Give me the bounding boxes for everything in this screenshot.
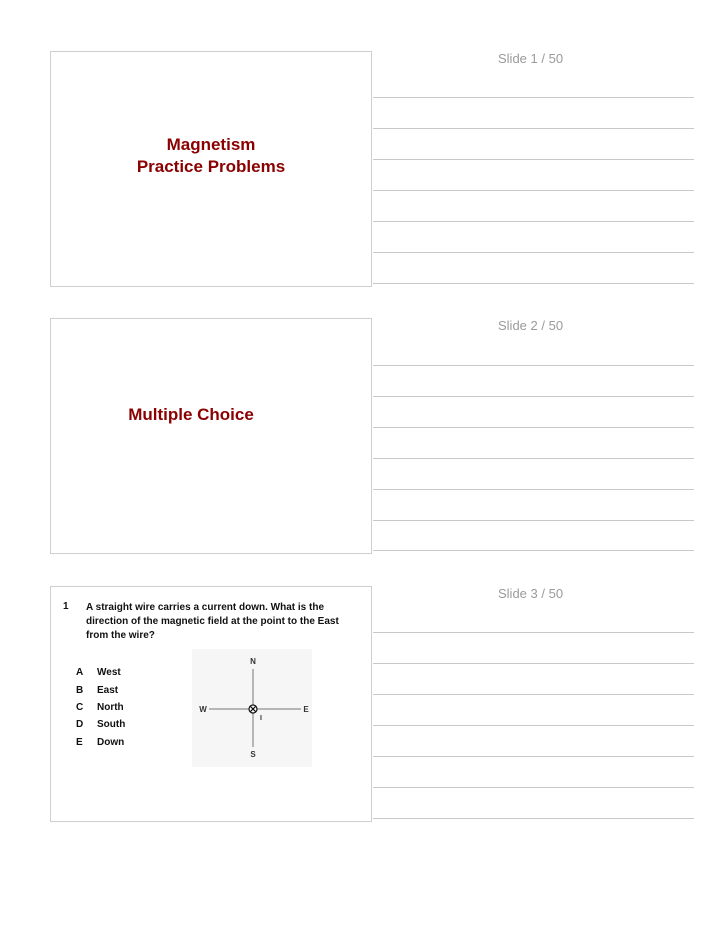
note-line xyxy=(373,128,694,129)
note-line xyxy=(373,365,694,366)
note-line xyxy=(373,159,694,160)
choice-text: North xyxy=(97,702,124,713)
slide-thumbnail-3 xyxy=(50,586,372,822)
note-line xyxy=(373,190,694,191)
question-text: A straight wire carries a current down. What is the direction of the magnetic field at the point to the East from the wire? xyxy=(86,602,339,641)
note-line xyxy=(373,725,694,726)
slide-title-line-1: Magnetism xyxy=(166,135,256,154)
slide-title xyxy=(51,134,371,178)
note-line xyxy=(373,221,694,222)
note-line xyxy=(373,97,694,98)
note-line xyxy=(373,458,694,459)
slide-thumbnail-2 xyxy=(50,318,372,554)
choice-text: West xyxy=(97,667,121,678)
slide-title: Multiple Choice xyxy=(128,405,254,424)
slide-thumbnail-1 xyxy=(50,51,372,287)
note-line xyxy=(373,787,694,788)
choice-letter: D xyxy=(76,719,84,730)
note-line xyxy=(373,427,694,428)
slide-title-line-2: Practice Problems xyxy=(136,157,286,176)
choice-letter: C xyxy=(76,702,84,713)
note-line xyxy=(373,756,694,757)
choice-text: South xyxy=(97,719,126,730)
choice-letter: E xyxy=(76,737,83,748)
slide-counter-3: Slide 3 / 50 xyxy=(498,586,564,601)
compass-label-n: N xyxy=(250,657,256,666)
note-line xyxy=(373,818,694,819)
slide-counter-1: Slide 1 / 50 xyxy=(498,51,564,66)
note-line xyxy=(373,283,694,284)
choice-text: Down xyxy=(97,737,125,748)
note-line xyxy=(373,489,694,490)
compass-label-e: E xyxy=(303,705,309,714)
note-line xyxy=(373,252,694,253)
question-number: 1 xyxy=(63,601,69,612)
compass-label-w: W xyxy=(199,705,207,714)
compass-diagram xyxy=(192,649,312,767)
choice-text: East xyxy=(97,685,119,696)
note-line xyxy=(373,663,694,664)
note-line xyxy=(373,520,694,521)
note-line xyxy=(373,632,694,633)
note-line xyxy=(373,396,694,397)
current-label: I xyxy=(260,715,262,722)
choice-letter: B xyxy=(76,685,84,696)
slide-counter-2: Slide 2 / 50 xyxy=(498,318,564,333)
compass-label-s: S xyxy=(250,750,256,759)
choice-letter: A xyxy=(76,667,84,678)
note-line xyxy=(373,694,694,695)
note-line xyxy=(373,550,694,551)
